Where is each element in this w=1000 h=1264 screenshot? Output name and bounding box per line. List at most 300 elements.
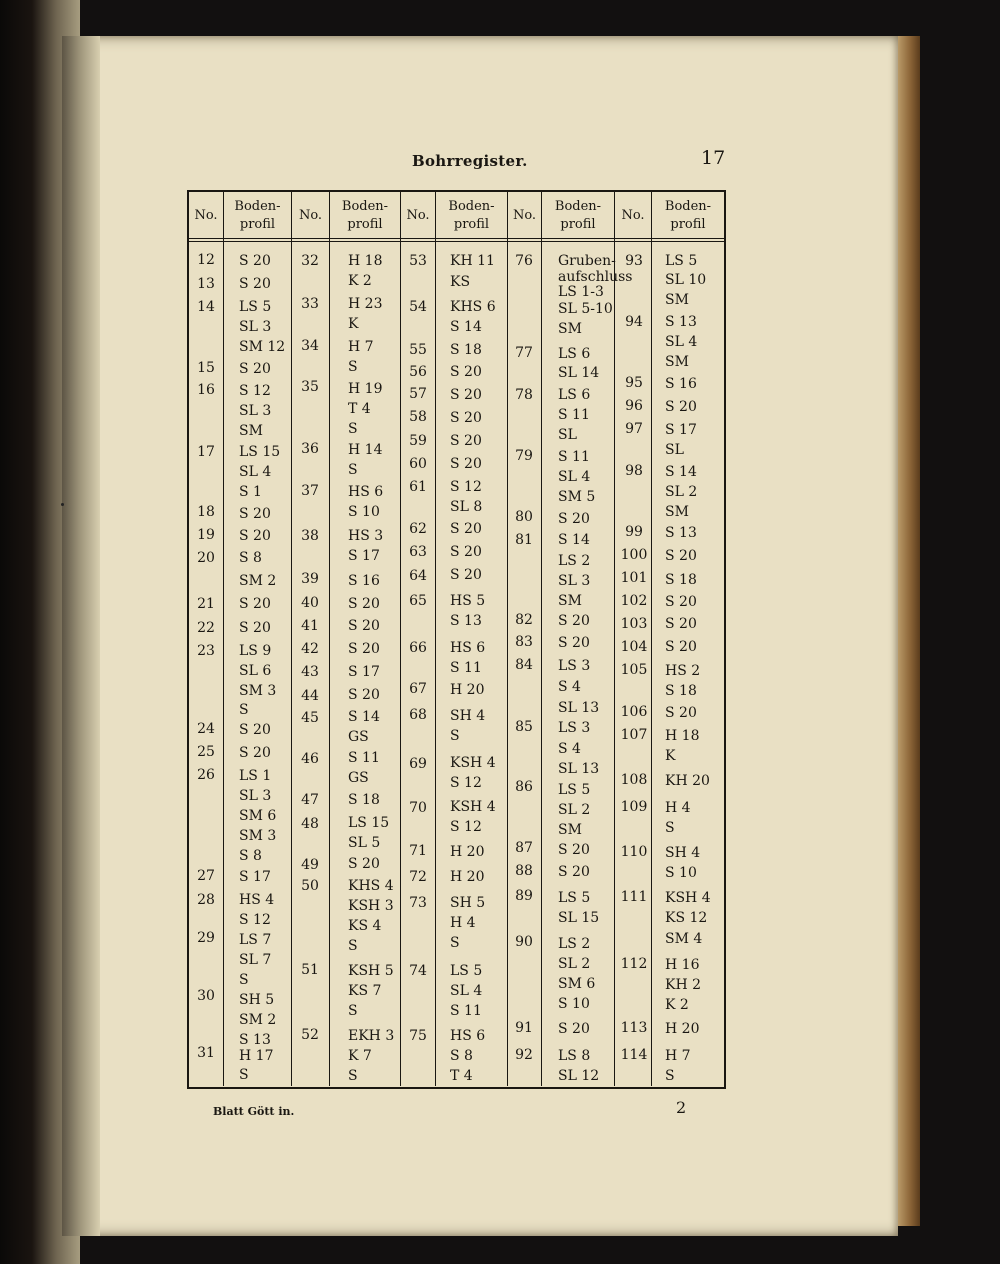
- header-no-label: No.: [194, 208, 218, 223]
- boring-number: 32: [301, 253, 319, 269]
- header-rule-double: [189, 241, 724, 242]
- soil-profile-entry: H 20: [665, 1021, 700, 1037]
- header-profile: [652, 194, 724, 238]
- soil-profile-entry: SL 3: [239, 403, 272, 419]
- soil-profile-entry: SM 2: [239, 1012, 277, 1028]
- soil-profile-entry: LS 2: [558, 553, 591, 569]
- soil-profile-entry: S: [239, 702, 249, 718]
- boring-number: 76: [515, 253, 533, 269]
- soil-profile-entry: S 17: [348, 664, 380, 680]
- soil-profile-entry: KH 11: [450, 253, 495, 269]
- boring-number: 66: [409, 640, 427, 656]
- soil-profile-entry: S 20: [450, 567, 482, 583]
- soil-profile-entry: S 20: [239, 253, 271, 269]
- soil-profile-entry: S 18: [665, 683, 697, 699]
- boring-number: 58: [409, 409, 427, 425]
- boring-number: 29: [197, 930, 215, 946]
- boring-number: 74: [409, 963, 427, 979]
- soil-profile-entry: S: [348, 462, 358, 478]
- soil-profile-entry: GS: [348, 770, 369, 786]
- soil-profile-entry: SM: [558, 822, 582, 838]
- boring-number: 107: [620, 727, 648, 743]
- soil-profile-entry: S 17: [239, 869, 271, 885]
- boring-number: 15: [197, 360, 215, 376]
- soil-profile-entry: SL 3: [239, 319, 272, 335]
- soil-profile-entry: SM 12: [239, 339, 286, 355]
- boring-number: 33: [301, 296, 319, 312]
- soil-profile-entry: S: [450, 935, 460, 951]
- soil-profile-entry: S 8: [239, 848, 262, 864]
- footer-signature: 2: [676, 1098, 687, 1117]
- soil-profile-entry: HS 6: [348, 484, 384, 500]
- soil-profile-entry: S 20: [558, 842, 590, 858]
- boring-number: 109: [620, 799, 648, 815]
- boring-number: 34: [301, 338, 319, 354]
- soil-profile-entry: H 20: [450, 844, 485, 860]
- header-profile: [542, 194, 614, 238]
- boring-number: 97: [625, 421, 643, 437]
- soil-profile-entry: HS 6: [450, 1028, 486, 1044]
- boring-number: 79: [515, 448, 533, 464]
- soil-profile-entry: SH 5: [450, 895, 486, 911]
- column-divider: [291, 192, 292, 1086]
- header-profile-line1: Boden-: [448, 199, 495, 214]
- boring-number: 96: [625, 398, 643, 414]
- boring-number: 70: [409, 800, 427, 816]
- soil-profile-entry: SL 8: [450, 499, 483, 515]
- boring-number: 19: [197, 527, 215, 543]
- soil-profile-entry: T 4: [348, 401, 371, 417]
- soil-profile-entry: LS 5: [558, 890, 591, 906]
- boring-number: 62: [409, 521, 427, 537]
- boring-number: 104: [620, 639, 648, 655]
- soil-profile-entry: H 23: [348, 296, 383, 312]
- boring-number: 25: [197, 744, 215, 760]
- header-profile-line2: profil: [239, 217, 276, 232]
- soil-profile-entry: LS 2: [558, 936, 591, 952]
- boring-number: 24: [197, 721, 215, 737]
- header-profile-line1: Boden-: [664, 199, 712, 214]
- soil-profile-entry: KHS 4: [348, 878, 394, 894]
- soil-profile-entry: SM: [665, 292, 689, 308]
- boring-number: 72: [409, 869, 427, 885]
- soil-profile-entry: SL 7: [239, 952, 272, 968]
- boring-number: 108: [620, 772, 648, 788]
- soil-profile-entry: S 4: [558, 679, 581, 695]
- soil-profile-entry: S 14: [348, 709, 380, 725]
- soil-profile-entry: aufschluss: [558, 269, 633, 285]
- soil-profile-entry: S 16: [348, 573, 380, 589]
- soil-profile-entry: S 10: [348, 504, 380, 520]
- boring-number: 12: [197, 252, 215, 268]
- soil-profile-entry: H 18: [348, 253, 383, 269]
- soil-profile-entry: S 20: [239, 620, 271, 636]
- soil-profile-entry: S 20: [665, 594, 697, 610]
- soil-profile-entry: KHS 6: [450, 299, 496, 315]
- boring-number: 75: [409, 1028, 427, 1044]
- boring-number: 95: [625, 375, 643, 391]
- soil-profile-entry: S 20: [239, 276, 271, 292]
- soil-profile-entry: S 20: [239, 528, 271, 544]
- header-profile-line1: Boden-: [341, 199, 389, 214]
- soil-profile-entry: S 13: [665, 314, 697, 330]
- boring-number: 78: [515, 387, 533, 403]
- soil-profile-entry: S: [239, 1067, 249, 1083]
- boring-number: 37: [301, 483, 319, 499]
- boring-number: 52: [301, 1027, 319, 1043]
- soil-profile-entry: S 20: [348, 618, 380, 634]
- soil-profile-entry: K 2: [665, 997, 689, 1013]
- boring-number: 67: [409, 681, 427, 697]
- boring-number: 28: [197, 892, 215, 908]
- soil-profile-entry: S 20: [558, 613, 590, 629]
- boring-number: 14: [197, 299, 215, 315]
- soil-profile-entry: SL 3: [558, 573, 591, 589]
- soil-profile-entry: S 20: [239, 745, 271, 761]
- boring-number: 57: [409, 386, 427, 402]
- soil-profile-entry: S 12: [239, 912, 271, 928]
- soil-profile-entry: LS 5: [450, 963, 483, 979]
- soil-profile-entry: SL 13: [558, 700, 600, 716]
- soil-profile-entry: S 18: [348, 792, 380, 808]
- soil-profile-entry: S 20: [558, 511, 590, 527]
- soil-profile-entry: SL 12: [558, 1068, 600, 1084]
- boring-number: 94: [625, 314, 643, 330]
- boring-number: 106: [620, 704, 648, 720]
- soil-profile-entry: S 11: [558, 407, 590, 423]
- boring-number: 55: [409, 342, 427, 358]
- soil-profile-entry: KS: [450, 274, 471, 290]
- soil-profile-entry: S 11: [450, 1003, 482, 1019]
- boring-number: 83: [515, 634, 533, 650]
- soil-profile-entry: S 11: [450, 660, 482, 676]
- soil-profile-entry: SL 10: [665, 272, 707, 288]
- boring-number: 17: [197, 444, 215, 460]
- column-divider: [614, 192, 615, 1086]
- boring-number: 35: [301, 379, 319, 395]
- soil-profile-entry: SL 3: [239, 788, 272, 804]
- soil-profile-entry: S 20: [450, 456, 482, 472]
- header-rule: [189, 238, 724, 239]
- boring-number: 86: [515, 779, 533, 795]
- soil-profile-entry: T 4: [450, 1068, 473, 1084]
- soil-profile-entry: K: [665, 748, 676, 764]
- boring-number: 42: [301, 641, 319, 657]
- soil-profile-entry: GS: [348, 729, 369, 745]
- boring-number: 49: [301, 857, 319, 873]
- soil-profile-entry: KH 20: [665, 773, 710, 789]
- header-profile: [330, 194, 400, 238]
- soil-profile-entry: S 4: [558, 741, 581, 757]
- boring-number: 40: [301, 595, 319, 611]
- soil-profile-entry: S 20: [239, 506, 271, 522]
- boring-number: 82: [515, 612, 533, 628]
- boring-number: 92: [515, 1047, 533, 1063]
- boring-number: 100: [620, 547, 648, 563]
- header-no: [615, 194, 651, 238]
- soil-profile-entry: SL 2: [665, 484, 698, 500]
- soil-profile-entry: SM 3: [239, 683, 277, 699]
- page-number: 17: [701, 147, 726, 169]
- soil-profile-entry: S 20: [450, 433, 482, 449]
- header-no-label: No.: [406, 208, 430, 223]
- boring-number: 103: [620, 616, 648, 632]
- soil-profile-entry: S: [348, 1003, 358, 1019]
- page-edge-right: [898, 36, 920, 1226]
- soil-profile-entry: LS 5: [239, 299, 272, 315]
- soil-profile-entry: S 20: [665, 399, 697, 415]
- boring-number: 99: [625, 524, 643, 540]
- boring-number: 23: [197, 643, 215, 659]
- soil-profile-entry: SM: [558, 321, 582, 337]
- header-profile-line2: profil: [453, 217, 490, 232]
- boring-number: 87: [515, 840, 533, 856]
- boring-number: 46: [301, 751, 319, 767]
- boring-number: 53: [409, 253, 427, 269]
- boring-number: 81: [515, 532, 533, 548]
- boring-number: 50: [301, 878, 319, 894]
- boring-number: 26: [197, 767, 215, 783]
- header-no: [508, 194, 541, 238]
- boring-number: 36: [301, 441, 319, 457]
- soil-profile-entry: SM: [665, 354, 689, 370]
- soil-profile-entry: SL 2: [558, 802, 591, 818]
- boring-number: 65: [409, 593, 427, 609]
- soil-profile-entry: S 10: [665, 865, 697, 881]
- soil-profile-entry: SM 6: [239, 808, 277, 824]
- boring-number: 61: [409, 479, 427, 495]
- soil-profile-entry: S 12: [450, 775, 482, 791]
- boring-number: 64: [409, 568, 427, 584]
- soil-profile-entry: LS 1-3: [558, 284, 604, 300]
- soil-profile-entry: SL 13: [558, 761, 600, 777]
- running-title: Bohrregister.: [412, 152, 528, 170]
- soil-profile-entry: LS 8: [558, 1048, 591, 1064]
- header-profile-line2: profil: [347, 217, 383, 232]
- soil-profile-entry: KSH 4: [665, 890, 711, 906]
- soil-profile-entry: K 2: [348, 273, 372, 289]
- soil-profile-entry: S 20: [558, 635, 590, 651]
- soil-profile-entry: S 8: [450, 1048, 473, 1064]
- soil-profile-entry: SL 4: [665, 334, 698, 350]
- header-no: [401, 194, 435, 238]
- soil-profile-entry: SM 6: [558, 976, 596, 992]
- soil-profile-entry: S 17: [665, 422, 697, 438]
- soil-profile-entry: SL 14: [558, 365, 600, 381]
- soil-profile-entry: H 4: [450, 915, 476, 931]
- soil-profile-entry: H 7: [665, 1048, 691, 1064]
- boring-number: 39: [301, 571, 319, 587]
- boring-number: 31: [197, 1045, 215, 1061]
- soil-profile-entry: HS 4: [239, 892, 275, 908]
- soil-profile-entry: S 20: [665, 705, 697, 721]
- soil-profile-entry: SL 2: [558, 956, 591, 972]
- soil-profile-entry: S 20: [239, 722, 271, 738]
- soil-profile-entry: S 20: [558, 1021, 590, 1037]
- header-no-label: No.: [298, 208, 323, 223]
- boring-number: 114: [620, 1047, 648, 1063]
- header-no: [292, 194, 329, 238]
- soil-profile-entry: HS 3: [348, 528, 384, 544]
- soil-profile-entry: SM: [558, 593, 582, 609]
- soil-profile-entry: S 11: [348, 750, 380, 766]
- boring-number: 60: [409, 456, 427, 472]
- soil-profile-entry: H 16: [665, 957, 700, 973]
- soil-profile-entry: SH 5: [239, 992, 275, 1008]
- soil-profile-entry: S 20: [450, 521, 482, 537]
- header-profile: [224, 194, 291, 238]
- boring-number: 113: [620, 1020, 648, 1036]
- soil-profile-entry: SL 6: [239, 663, 272, 679]
- soil-profile-entry: LS 3: [558, 658, 591, 674]
- boring-number: 51: [301, 962, 319, 978]
- soil-profile-entry: S 20: [348, 596, 380, 612]
- boring-number: 112: [620, 956, 648, 972]
- soil-profile-entry: LS 15: [348, 815, 390, 831]
- soil-profile-entry: S 14: [450, 319, 482, 335]
- soil-profile-entry: S: [665, 820, 675, 836]
- header-no: [189, 194, 223, 238]
- soil-profile-entry: S: [450, 728, 460, 744]
- boring-number: 77: [515, 345, 533, 361]
- soil-profile-entry: H 20: [450, 869, 485, 885]
- boring-number: 69: [409, 756, 427, 772]
- boring-number: 85: [515, 719, 533, 735]
- boring-number: 91: [515, 1020, 533, 1036]
- soil-profile-entry: SM 3: [239, 828, 277, 844]
- column-divider: [329, 192, 330, 1086]
- soil-profile-entry: S 20: [450, 387, 482, 403]
- soil-profile-entry: K: [348, 316, 359, 332]
- boring-number: 38: [301, 528, 319, 544]
- soil-profile-entry: SH 4: [665, 845, 701, 861]
- soil-profile-entry: S 14: [558, 532, 590, 548]
- soil-profile-entry: KS 4: [348, 918, 382, 934]
- boring-number: 30: [197, 988, 215, 1004]
- soil-profile-entry: H 19: [348, 381, 383, 397]
- soil-profile-entry: KSH 3: [348, 898, 394, 914]
- soil-profile-entry: S 20: [239, 361, 271, 377]
- soil-profile-entry: SL 4: [450, 983, 483, 999]
- soil-profile-entry: S 20: [450, 364, 482, 380]
- boring-number: 16: [197, 382, 215, 398]
- soil-profile-entry: H 18: [665, 728, 700, 744]
- soil-profile-entry: HS 6: [450, 640, 486, 656]
- soil-profile-entry: S: [348, 359, 358, 375]
- soil-profile-entry: SM 4: [665, 931, 703, 947]
- boring-number: 27: [197, 868, 215, 884]
- boring-number: 20: [197, 550, 215, 566]
- soil-profile-entry: S 13: [450, 613, 482, 629]
- soil-profile-entry: S 13: [239, 1032, 271, 1048]
- header-profile: [436, 194, 507, 238]
- boring-number: 105: [620, 662, 648, 678]
- boring-number: 59: [409, 433, 427, 449]
- soil-profile-entry: S: [348, 1068, 358, 1084]
- soil-profile-entry: S 20: [239, 596, 271, 612]
- boring-number: 98: [625, 463, 643, 479]
- soil-profile-entry: S 11: [558, 449, 590, 465]
- boring-number: 84: [515, 657, 533, 673]
- soil-profile-entry: KS 12: [665, 910, 708, 926]
- soil-profile-entry: S 14: [665, 464, 697, 480]
- soil-profile-entry: SH 4: [450, 708, 486, 724]
- soil-profile-entry: KSH 4: [450, 799, 496, 815]
- soil-profile-entry: EKH 3: [348, 1028, 395, 1044]
- soil-profile-entry: K 7: [348, 1048, 372, 1064]
- soil-profile-entry: SM: [239, 423, 263, 439]
- soil-profile-entry: SL 5: [348, 835, 381, 851]
- boring-number: 43: [301, 664, 319, 680]
- soil-profile-entry: HS 2: [665, 663, 701, 679]
- soil-profile-entry: S 12: [239, 383, 271, 399]
- page-gutter-shadow: [62, 36, 100, 1236]
- boring-number: 88: [515, 863, 533, 879]
- soil-profile-entry: S 20: [450, 410, 482, 426]
- header-no-label: No.: [621, 208, 645, 223]
- soil-profile-entry: LS 1: [239, 768, 272, 784]
- soil-profile-entry: S 18: [665, 572, 697, 588]
- boring-number: 89: [515, 888, 533, 904]
- soil-profile-entry: S: [665, 1068, 675, 1084]
- header-no-label: No.: [512, 208, 537, 223]
- soil-profile-entry: S 20: [450, 544, 482, 560]
- soil-profile-entry: H 20: [450, 682, 485, 698]
- soil-profile-entry: S 18: [450, 342, 482, 358]
- soil-profile-entry: S 20: [348, 641, 380, 657]
- header-profile-line2: profil: [560, 217, 596, 232]
- paper-speck: [61, 503, 64, 506]
- soil-profile-entry: SL 15: [558, 910, 600, 926]
- boring-number: 80: [515, 509, 533, 525]
- soil-profile-entry: S 16: [665, 376, 697, 392]
- boring-number: 21: [197, 596, 215, 612]
- soil-profile-entry: Gruben-: [558, 253, 616, 269]
- soil-profile-entry: S 10: [558, 996, 590, 1012]
- boring-number: 111: [620, 889, 648, 905]
- header-profile-line1: Boden-: [234, 199, 281, 214]
- soil-profile-entry: S 20: [348, 856, 380, 872]
- soil-profile-entry: SL 4: [239, 464, 272, 480]
- soil-profile-entry: SM: [665, 504, 689, 520]
- soil-profile-entry: SM 5: [558, 489, 596, 505]
- soil-profile-entry: S 12: [450, 819, 482, 835]
- soil-profile-entry: S 17: [348, 548, 380, 564]
- soil-profile-entry: S 20: [558, 864, 590, 880]
- soil-profile-entry: SL 5-10: [558, 301, 613, 317]
- boring-number: 22: [197, 620, 215, 636]
- boring-number: 44: [301, 688, 319, 704]
- column-divider: [223, 192, 224, 1086]
- soil-profile-entry: S 20: [665, 616, 697, 632]
- boring-number: 73: [409, 895, 427, 911]
- boring-number: 68: [409, 707, 427, 723]
- boring-number: 45: [301, 710, 319, 726]
- soil-profile-entry: S 8: [239, 550, 262, 566]
- header-profile-line2: profil: [670, 217, 706, 232]
- soil-profile-entry: S 1: [239, 484, 262, 500]
- soil-profile-entry: KS 7: [348, 983, 382, 999]
- boring-number: 101: [620, 570, 648, 586]
- soil-profile-entry: LS 7: [239, 932, 272, 948]
- soil-profile-entry: H 4: [665, 800, 691, 816]
- soil-profile-entry: S 20: [665, 548, 697, 564]
- boring-number: 18: [197, 504, 215, 520]
- footer-sheet-label: Blatt Gött in.: [213, 1105, 295, 1118]
- soil-profile-entry: SL: [665, 442, 684, 458]
- soil-profile-entry: S: [348, 938, 358, 954]
- boring-number: 63: [409, 544, 427, 560]
